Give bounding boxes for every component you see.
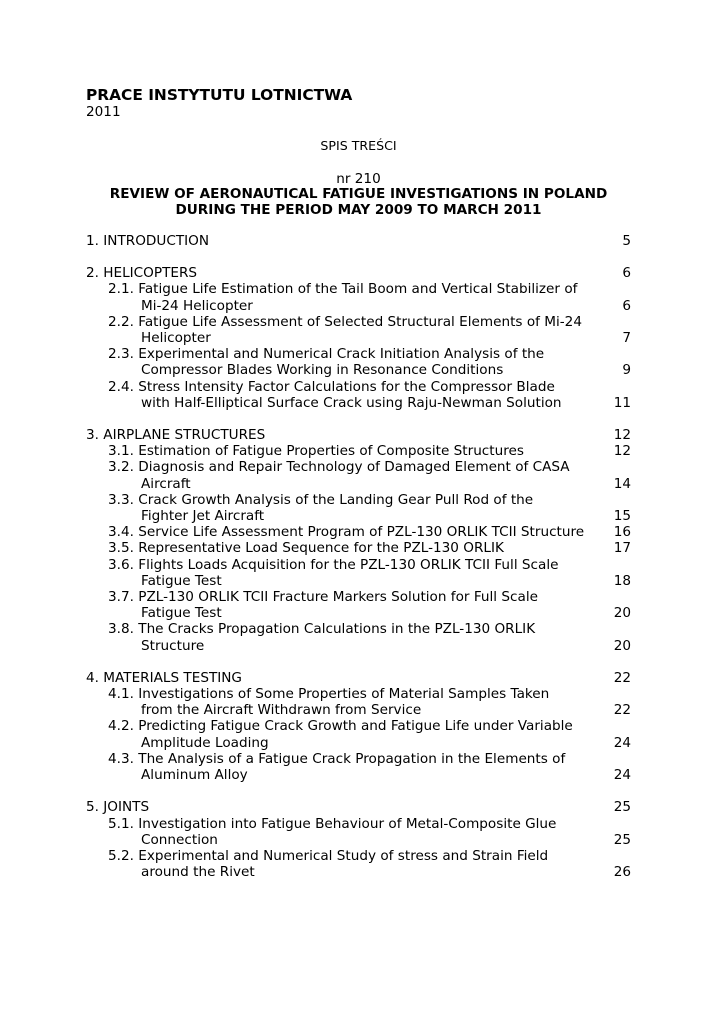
toc-page-number: 12: [613, 443, 631, 460]
toc-entry-title: [86, 346, 591, 378]
toc-entry: [86, 379, 631, 411]
toc-entry-title: [86, 751, 591, 783]
toc-entry-title: [86, 686, 591, 718]
contents-label: SPIS TREŚCI: [320, 138, 397, 153]
toc-section: [86, 670, 631, 783]
toc-page-number: 7: [622, 330, 631, 347]
toc-entry-title: [86, 589, 591, 621]
toc-entry-line-1: 5.2. Experimental and Numerical Study of stress and Strain Field: [108, 847, 549, 864]
toc-entry-title: [86, 314, 591, 346]
toc-entry-line-2: with Half-Elliptical Surface Crack using Raju-Newman Solution: [141, 394, 562, 411]
toc-entry-title: [86, 379, 591, 411]
toc-section-title: 2. HELICOPTERS: [86, 265, 198, 282]
toc-entry-line-2: Fatigue Test: [141, 572, 222, 589]
toc-section-title: 3. AIRPLANE STRUCTURES: [86, 427, 266, 444]
toc-entry: [86, 540, 631, 556]
toc-entry-line-1: 3.6. Flights Loads Acquisition for the PZL-130 ORLIK TCII Full Scale: [108, 556, 559, 573]
toc-page-number: 17: [613, 540, 631, 557]
toc-page-number: 26: [613, 864, 631, 881]
toc-section: [86, 799, 631, 880]
toc-entry-line-2: Connection: [141, 831, 218, 848]
toc-page-number: 22: [613, 702, 631, 719]
toc-entry: [86, 346, 631, 378]
toc-entry-line-1: 2.3. Experimental and Numerical Crack Initiation Analysis of the: [108, 346, 545, 363]
toc-entry-title: [86, 492, 591, 524]
toc-page-number: 25: [613, 799, 631, 816]
toc-page-number: 24: [613, 734, 631, 751]
toc-entry-line-1: 3.1. Estimation of Fatigue Properties of Composite Structures: [108, 443, 524, 460]
toc-page-number: 25: [613, 831, 631, 848]
toc-section-heading: [86, 670, 631, 686]
table-of-contents: [86, 233, 631, 896]
toc-page-number: 14: [613, 475, 631, 492]
toc-section-title: 4. MATERIALS TESTING: [86, 669, 242, 686]
toc-page-number: 20: [613, 605, 631, 622]
toc-page-number: 9: [622, 362, 631, 379]
toc-entry-line-2: Amplitude Loading: [141, 734, 269, 751]
toc-entry-line-2: Aircraft: [141, 475, 191, 492]
toc-entry-title: [86, 459, 591, 491]
toc-page-number: 16: [613, 524, 631, 541]
toc-entry-line-2: Structure: [141, 637, 205, 654]
toc-section: [86, 233, 631, 249]
toc-entry-title: [86, 816, 591, 848]
toc-entry: [86, 589, 631, 621]
toc-page-number: 6: [622, 265, 631, 282]
toc-entry-line-1: 4.1. Investigations of Some Properties of Material Samples Taken: [108, 686, 550, 703]
toc-entry-line-2: Helicopter: [141, 330, 211, 347]
toc-entry-line-2: Compressor Blades Working in Resonance Conditions: [141, 362, 504, 379]
toc-page-number: 24: [613, 767, 631, 784]
toc-entry-line-1: 2.1. Fatigue Life Estimation of the Tail Boom and Vertical Stabilizer of: [108, 281, 578, 298]
toc-page-number: 20: [613, 637, 631, 654]
toc-entry-line-2: Fatigue Test: [141, 605, 222, 622]
issue-number: nr 210: [336, 171, 381, 187]
toc-entry-line-1: 3.7. PZL-130 ORLIK TCII Fracture Markers Solution for Full Scale: [108, 589, 538, 606]
toc-entry: [86, 718, 631, 750]
toc-entry-line-2: from the Aircraft Withdrawn from Service: [141, 702, 422, 719]
toc-entry-title: [86, 718, 591, 750]
toc-section-heading: [86, 265, 631, 281]
toc-entry-title: [86, 557, 591, 589]
toc-entry: [86, 816, 631, 848]
toc-entry: [86, 751, 631, 783]
toc-entry: [86, 686, 631, 718]
toc-entry-title: [86, 540, 591, 556]
toc-entry-line-1: 2.2. Fatigue Life Assessment of Selected Structural Elements of Mi-24: [108, 313, 582, 330]
toc-entry-line-1: 5.1. Investigation into Fatigue Behaviour of Metal-Composite Glue: [108, 815, 557, 832]
toc-entry-line-2: around the Rivet: [141, 864, 255, 881]
toc-entry: [86, 557, 631, 589]
toc-entry-line-2: Mi-24 Helicopter: [141, 297, 253, 314]
document-title-line-1: REVIEW OF AERONAUTICAL FATIGUE INVESTIGATIONS IN POLAND: [109, 186, 608, 202]
toc-section-title: 5. JOINTS: [86, 799, 150, 816]
toc-entry-line-1: 3.4. Service Life Assessment Program of PZL-130 ORLIK TCII Structure: [108, 524, 585, 541]
toc-page-number: 12: [613, 427, 631, 444]
document-title-line-2: DURING THE PERIOD MAY 2009 TO MARCH 2011: [175, 202, 542, 219]
toc-page-number: 5: [622, 233, 631, 249]
toc-section: [86, 427, 631, 654]
document-title: [86, 186, 631, 219]
toc-entry: [86, 492, 631, 524]
toc-page-number: 22: [613, 669, 631, 686]
toc-entry: [86, 459, 631, 491]
toc-entry-title: [86, 524, 591, 540]
toc-section-heading: [86, 233, 631, 249]
toc-entry-title: [86, 281, 591, 313]
toc-page-number: 15: [613, 508, 631, 525]
toc-page-number: 11: [613, 394, 631, 411]
toc-section-heading: [86, 799, 631, 815]
toc-entry-line-2: Aluminum Alloy: [141, 767, 248, 784]
toc-entry-line-1: 4.3. The Analysis of a Fatigue Crack Propagation in the Elements of: [108, 750, 566, 767]
toc-page-number: 18: [613, 572, 631, 589]
toc-section: [86, 265, 631, 411]
toc-entry-line-1: 3.5. Representative Load Sequence for the PZL-130 ORLIK: [108, 540, 504, 557]
publication-year: 2011: [86, 104, 121, 120]
toc-entry: [86, 314, 631, 346]
toc-entry: [86, 281, 631, 313]
toc-entry: [86, 848, 631, 880]
toc-entry: [86, 524, 631, 540]
toc-entry-line-1: 2.4. Stress Intensity Factor Calculations for the Compressor Blade: [108, 378, 555, 395]
toc-entry-title: [86, 443, 591, 459]
toc-entry-line-1: 3.2. Diagnosis and Repair Technology of Damaged Element of CASA: [108, 459, 570, 476]
toc-entry-line-1: 4.2. Predicting Fatigue Crack Growth and Fatigue Life under Variable: [108, 718, 573, 735]
publication-title: PRACE INSTYTUTU LOTNICTWA: [86, 86, 353, 104]
toc-section-heading: [86, 427, 631, 443]
toc-entry-title: [86, 621, 591, 653]
toc-entry-line-1: 3.3. Crack Growth Analysis of the Landing Gear Pull Rod of the: [108, 491, 534, 508]
toc-page-number: 6: [622, 297, 631, 314]
toc-entry-title: [86, 848, 591, 880]
toc-entry: [86, 621, 631, 653]
toc-entry-line-2: Fighter Jet Aircraft: [141, 508, 265, 525]
toc-entry-line-1: 3.8. The Cracks Propagation Calculations in the PZL-130 ORLIK: [108, 621, 536, 638]
toc-section-title: 1. INTRODUCTION: [86, 233, 210, 249]
toc-entry: [86, 443, 631, 459]
